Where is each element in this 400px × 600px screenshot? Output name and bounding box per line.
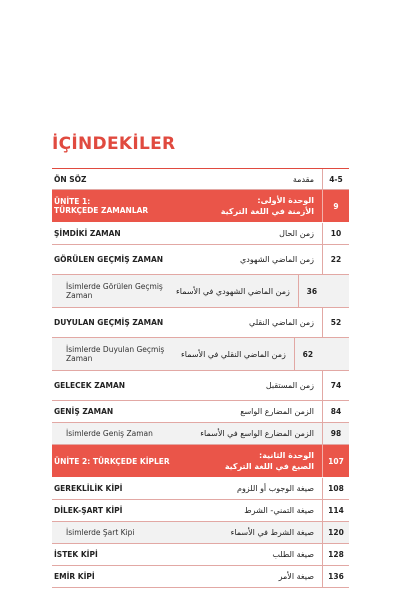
toc-row-turkish: GENİŞ ZAMAN (54, 407, 114, 416)
toc-row-turkish: ŞİMDİKİ ZAMAN (54, 229, 121, 238)
toc-row-gereklilik-kipi[interactable] (52, 478, 349, 500)
toc-row-genis-zaman[interactable] (52, 401, 349, 423)
toc-row-turkish: EMİR KİPİ (54, 572, 95, 581)
toc-row-arabic: صيغة التمني- الشرط (244, 506, 314, 515)
toc-row-arabic: زمن المستقبل (265, 381, 314, 390)
toc-row-page: 52 (322, 308, 349, 337)
toc-row-page: 136 (322, 566, 349, 587)
toc-row-dilek-sart-kipi[interactable] (52, 500, 349, 522)
toc-row-page: 62 (294, 338, 321, 370)
toc-row-arabic: صيغة الطلب (272, 550, 314, 559)
toc-row-turkish: İsimlerde Şart Kipi (66, 528, 135, 537)
toc-row-turkish: İsimlerde Görülen Geçmiş Zaman (66, 282, 163, 300)
toc-row-duyulan-gecmis-zaman[interactable] (52, 308, 349, 338)
toc-row-page: 84 (322, 401, 349, 422)
toc-row-arabic: زمن الحال (279, 229, 314, 238)
toc-row-page: 107 (322, 445, 349, 477)
toc-row-arabic: زمن الماضي النقلي في الأسماء (181, 349, 286, 359)
toc-row-turkish: ÜNİTE 2: TÜRKÇEDE KİPLER (54, 456, 170, 466)
toc-row-arabic: زمن الماضي النقلي (249, 318, 314, 327)
toc-row-page: 9 (322, 190, 349, 222)
toc-row-isimlerde-genis[interactable] (52, 423, 349, 445)
toc-row-arabic: صيغة الوجوب أو اللزوم (236, 484, 314, 493)
toc-row-page: 114 (322, 500, 349, 521)
toc-row-turkish: ÖN SÖZ (54, 174, 87, 184)
table-of-contents (52, 168, 349, 588)
toc-row-istek-kipi[interactable] (52, 544, 349, 566)
toc-row-turkish: DİLEK-ŞART KİPİ (54, 506, 123, 515)
toc-row-turkish: İsimlerde Geniş Zaman (66, 429, 153, 438)
toc-row-turkish: GEREKLİLİK KİPİ (54, 484, 123, 493)
toc-row-turkish: ÜNİTE 1: TÜRKÇEDE ZAMANLAR (54, 197, 149, 215)
toc-row-page: 4-5 (322, 169, 349, 189)
page-title: İÇİNDEKİLER (52, 134, 176, 154)
toc-row-isimlerde-gorulen[interactable] (52, 275, 349, 308)
toc-row-turkish: GÖRÜLEN GEÇMİŞ ZAMAN (54, 255, 164, 264)
toc-row-gelecek-zaman[interactable] (52, 371, 349, 401)
toc-row-unit-2[interactable] (52, 445, 349, 478)
toc-row-arabic: زمن الماضي الشهودي (240, 255, 314, 264)
toc-row-arabic: الزمن المضارع الواسع (240, 407, 314, 416)
toc-row-page: 22 (322, 245, 349, 274)
toc-row-isimlerde-duyulan[interactable] (52, 338, 349, 371)
toc-row-page: 120 (322, 522, 349, 543)
toc-row-arabic: الزمن المضارع الواسع في الأسماء (200, 429, 314, 438)
toc-row-arabic: الوحدة الأولى: الأزمنة في اللغة التركية (220, 196, 314, 216)
toc-row-arabic: صيغة الأمر (278, 572, 314, 581)
toc-row-turkish: İSTEK KİPİ (54, 550, 98, 559)
toc-row-turkish: DUYULAN GEÇMİŞ ZAMAN (54, 318, 164, 327)
toc-row-arabic: زمن الماضي الشهودي في الأسماء (176, 286, 290, 296)
toc-row-arabic: الوحدة الثانية: الصيغ في اللغة التركية (224, 451, 314, 471)
toc-row-gorulen-gecmis-zaman[interactable] (52, 245, 349, 275)
toc-row-page: 10 (322, 223, 349, 244)
toc-row-page: 108 (322, 478, 349, 499)
toc-row-page: 74 (322, 371, 349, 400)
toc-row-emir-kipi[interactable] (52, 566, 349, 588)
toc-row-arabic: صيغة الشرط في الأسماء (230, 528, 314, 537)
toc-row-on-soz[interactable] (52, 168, 349, 190)
toc-row-unit-1[interactable] (52, 190, 349, 223)
toc-row-isimlerde-sart[interactable] (52, 522, 349, 544)
toc-row-arabic: مقدمة (292, 174, 314, 184)
toc-row-page: 128 (322, 544, 349, 565)
toc-row-turkish: İsimlerde Duyulan Geçmiş Zaman (66, 345, 165, 363)
toc-row-page: 36 (298, 275, 325, 307)
toc-row-turkish: GELECEK ZAMAN (54, 381, 126, 390)
toc-row-simdiki-zaman[interactable] (52, 223, 349, 245)
toc-row-page: 98 (322, 423, 349, 444)
